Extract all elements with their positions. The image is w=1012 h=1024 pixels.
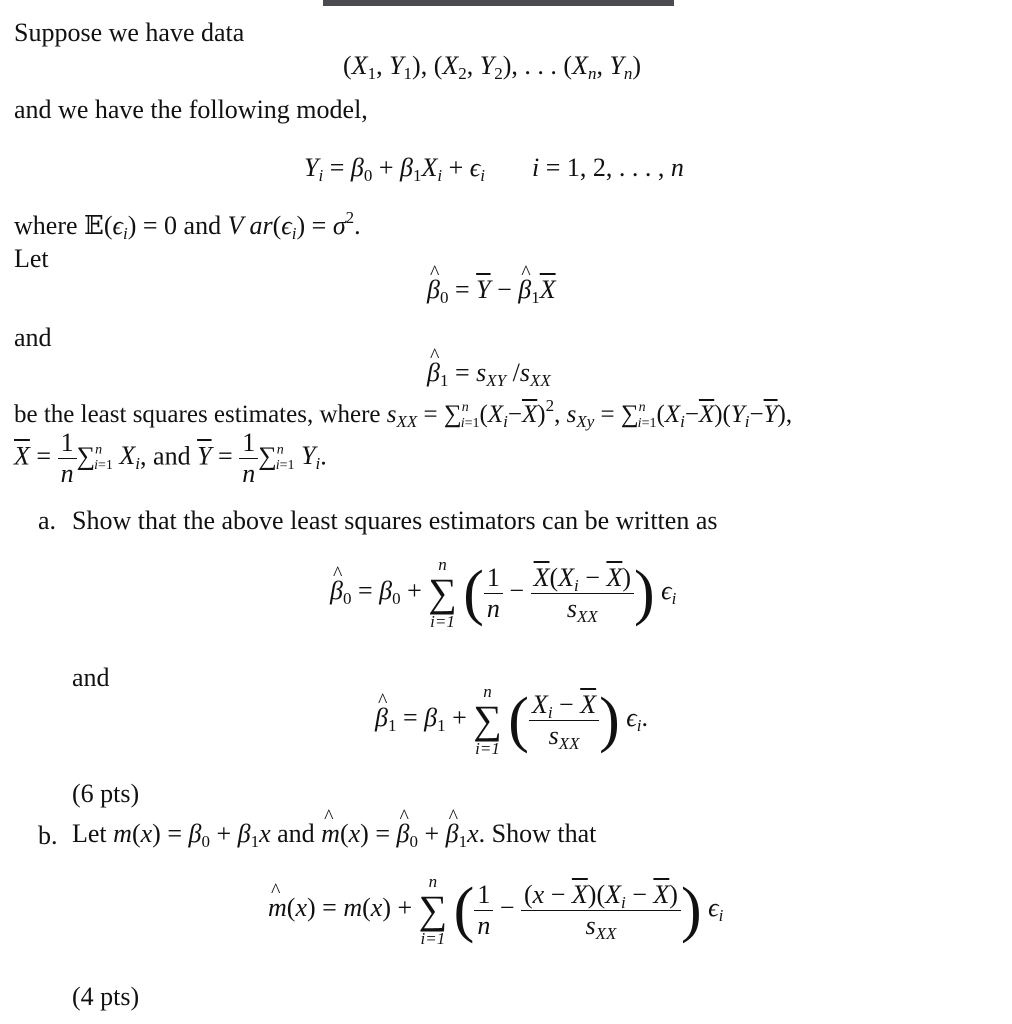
beta0-hat-definition: ^ $\beta_0 = \overline{Y}$ − ^ $\beta_1\overline{X}$ [427, 277, 556, 303]
part-b-points: (4 pts) [72, 982, 140, 1011]
beta1-hat-definition: ^ $\beta_1 = s_{XY}$ $/s_{XX}$ [427, 360, 551, 386]
means-definition-line: $\overline{X}$ = $\frac{1}{n}$ ∑$^n_{i=1}$ $X_i$, and $\overline{Y}$ = $\frac{1}{n}$ ∑$^n_{i=1}$ $Y_i$. [14, 428, 327, 488]
part-a-label: a. [38, 506, 57, 535]
top-scroll-bar [323, 0, 674, 6]
model-equation: $Y_i = \beta_0 + \beta_1X_i + \epsilon_i$ i = 1, 2, . . . , n [304, 153, 684, 185]
and-text-2: and [72, 663, 110, 692]
model-intro-text: and we have the following model, [14, 95, 368, 124]
and-text-1: and [14, 323, 52, 352]
intro-text: Suppose we have data [14, 18, 245, 47]
let-text: Let [14, 244, 49, 273]
beta1-hat-expansion: ^ $\beta_1 = \beta_1$ + n ∑ i=1 ( $\frac{X_i - \overline{X}}{s_{XX}}$ ) $\epsilon_i$. [375, 683, 648, 757]
part-b-statement: Let $m(x) = \beta_0 + \beta_1x$ and ^ m(x) = ^ $\beta_0$ + ^ $\beta_1x$. Show that [72, 821, 596, 847]
data-pairs-expression: ($X_1$, $Y_1$), ($X_2$, $Y_2$), . . . ($X_n$, $Y_n$) [343, 51, 642, 83]
m-hat-expansion: ^ m(x) = m(x) + n ∑ i=1 ( $\frac{1}{n}$ − $\frac{(x - \overline{X})(X_i - \overline{X})}{s_{XX}}$ ) $\epsilon_i$ [268, 873, 723, 947]
part-b-label: b. [38, 821, 58, 850]
part-a-points: (6 pts) [72, 779, 140, 808]
sums-definition-line: be the least squares estimates, where $s_{XX} = \sum^n_{i=1}(X_i-\overline{X})^2$, $s_{Xy} = \sum^n_{i=1}(X_i-\overline{X})(Y_i-\overline{Y})$, [14, 396, 793, 431]
assumption-line: where $𝔼(\epsilon_i) = 0$ and V $ar(\epsilon_i) = \sigma^2$. [14, 208, 361, 243]
part-a-text: Show that the above least squares estimators can be written as [72, 506, 718, 535]
beta0-hat-expansion: ^ $\beta_0 = \beta_0$ + n ∑ i=1 ( $\frac{1}{n}$ − $\frac{\overline{X}(X_i - \overline{X})}{s_{XX}}$ ) $\epsilon_i$ [330, 556, 676, 630]
